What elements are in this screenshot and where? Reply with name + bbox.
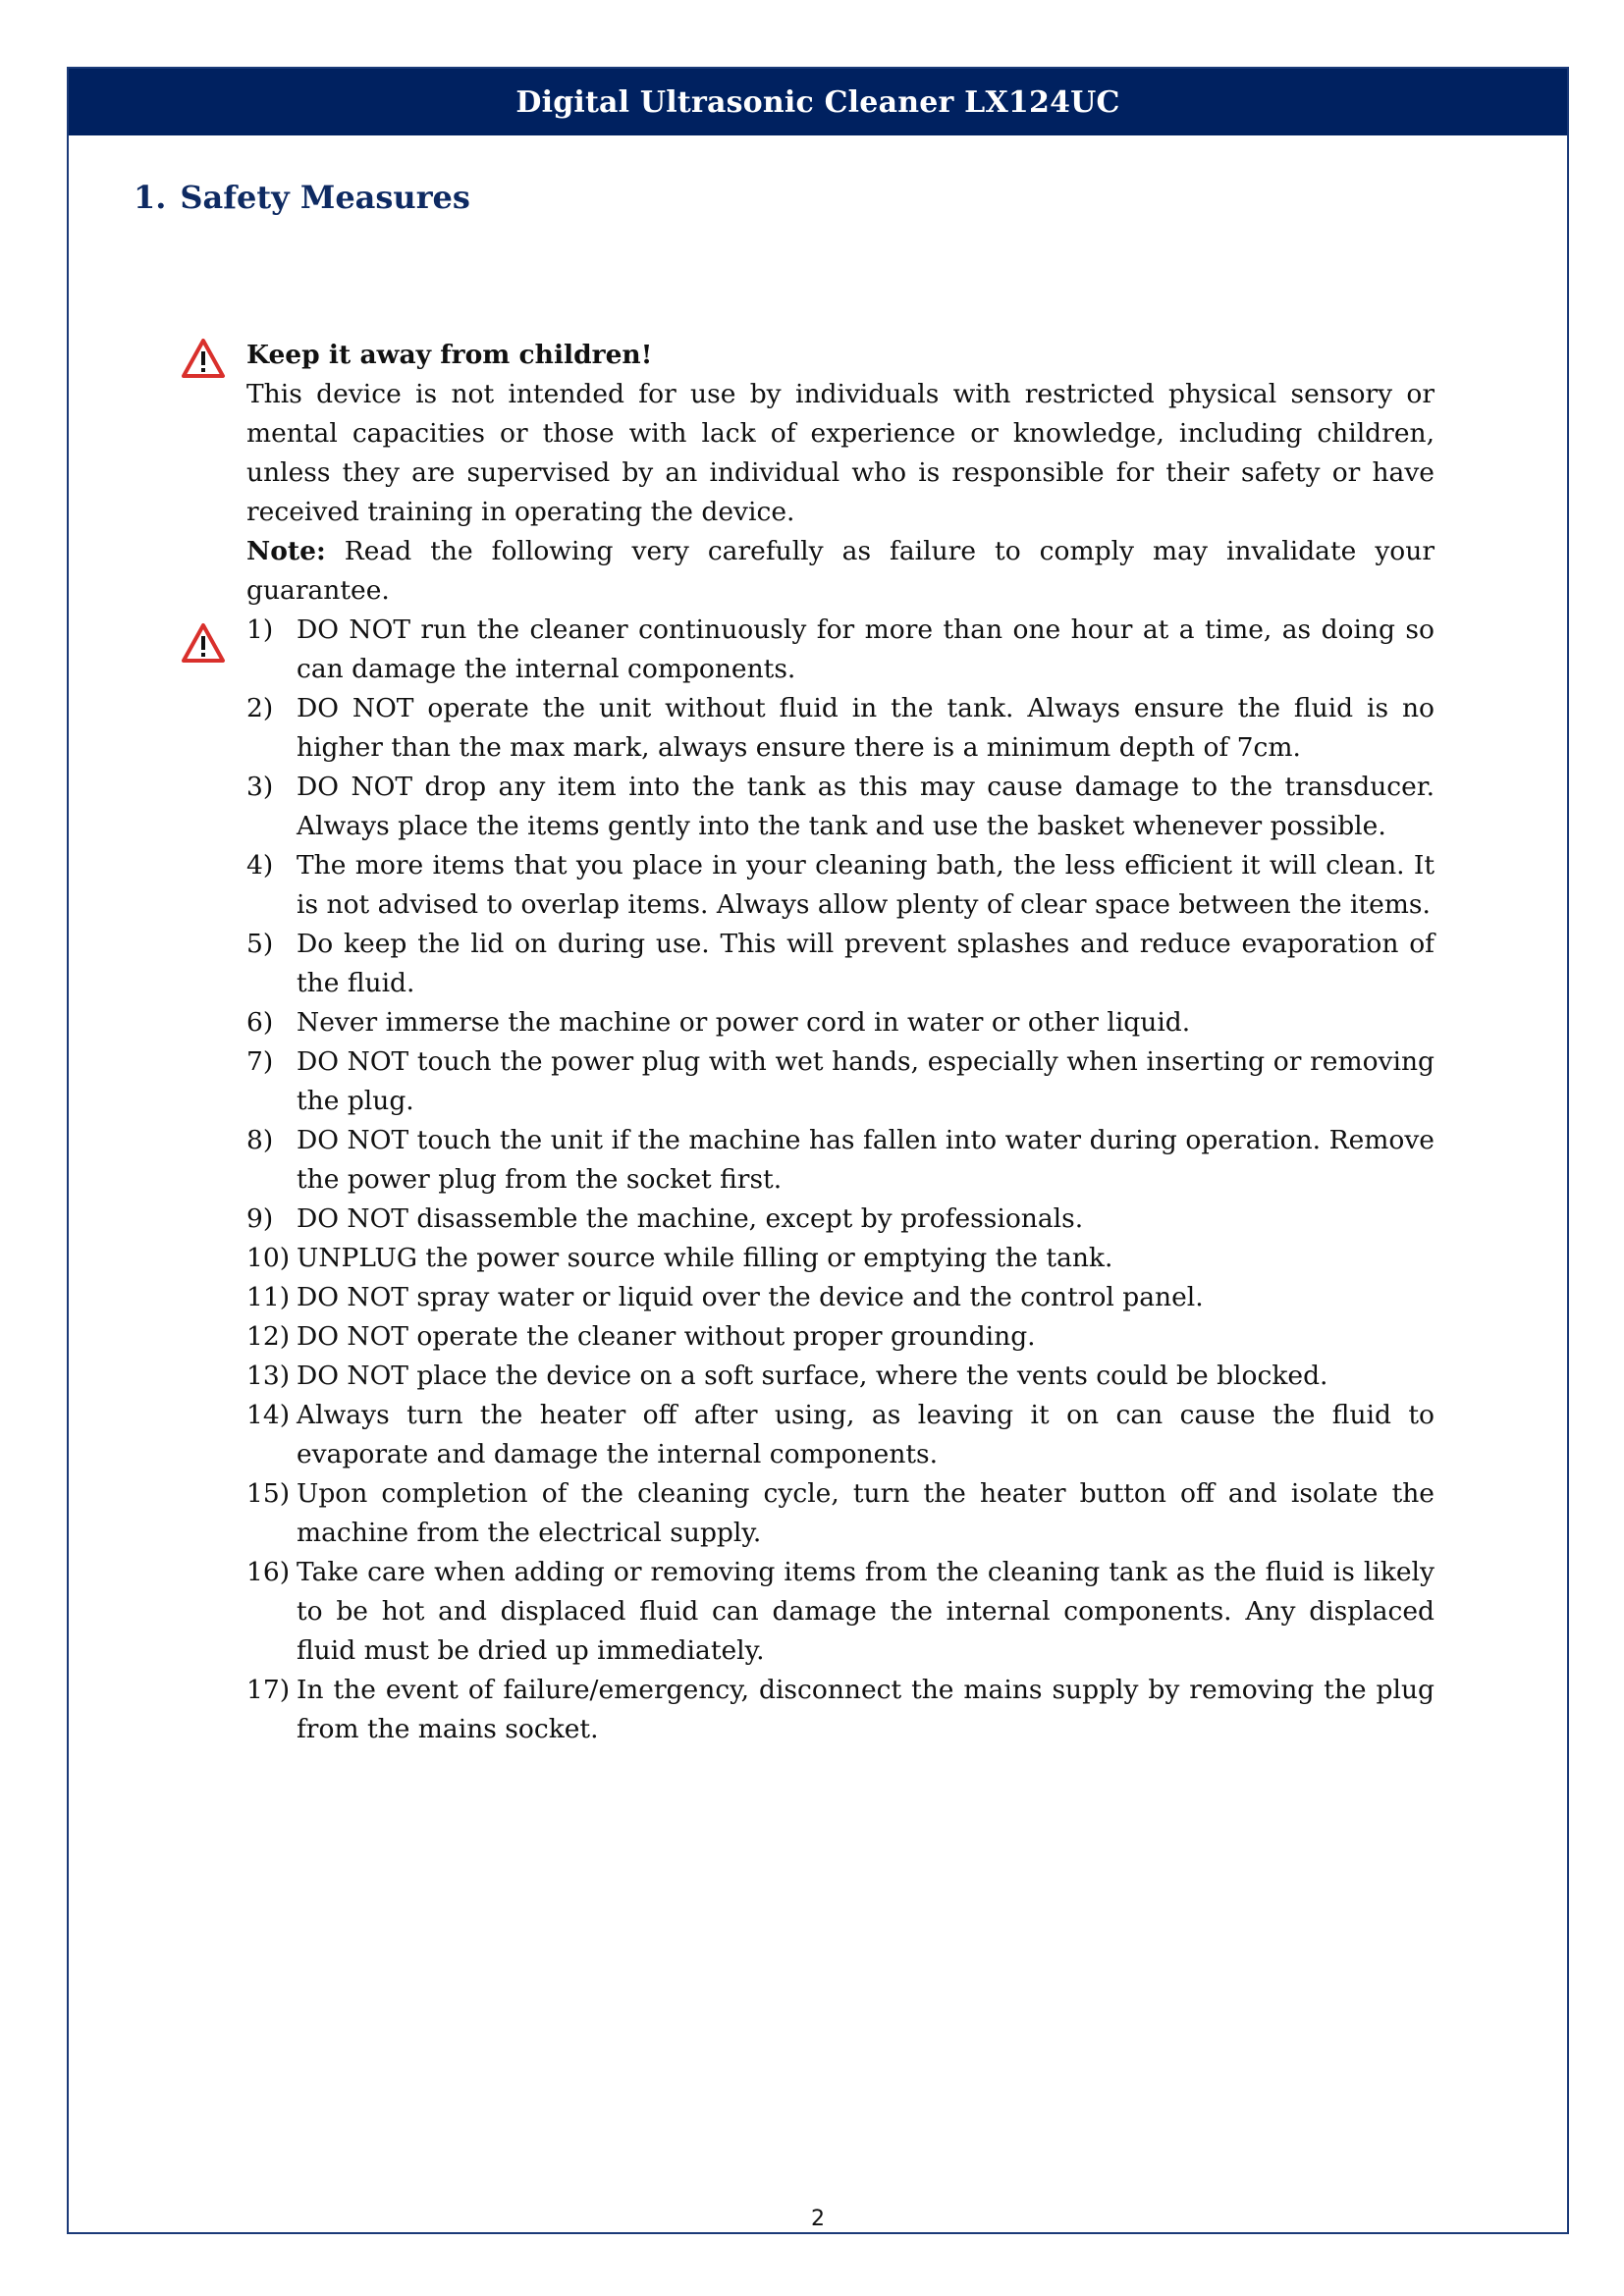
list-item-number: 5): [246, 929, 274, 959]
list-item-number: 3): [246, 772, 274, 802]
note-paragraph: [246, 532, 1435, 611]
list-item-text: Take care when adding or removing items from the cleaning tank as the fluid is likely to be hot and displaced fluid can damage the internal components. Any displaced fluid must be dried up immediately.: [297, 1557, 1435, 1666]
list-item: [246, 1200, 1435, 1239]
list-item: [246, 768, 1435, 846]
list-item-number: 12): [246, 1321, 291, 1352]
list-item-number: 13): [246, 1361, 291, 1391]
list-item: [246, 611, 1435, 689]
list-item-text: DO NOT spray water or liquid over the device and the control panel.: [297, 1282, 1204, 1312]
list-item: [246, 1357, 1435, 1396]
list-item-text: DO NOT operate the unit without fluid in the tank. Always ensure the fluid is no higher than the max mark, always ensure there is a minimum depth of 7cm.: [297, 693, 1435, 763]
list-item: [246, 689, 1435, 768]
list-item: [246, 1003, 1435, 1042]
list-item: [246, 925, 1435, 1003]
list-item-number: 1): [246, 614, 274, 645]
section-title: Safety Measures: [180, 179, 470, 216]
safety-list: [246, 611, 1435, 1749]
list-item-text: DO NOT touch the unit if the machine has fallen into water during operation. Remove the power plug from the socket first.: [297, 1125, 1435, 1195]
list-item-text: Do keep the lid on during use. This will prevent splashes and reduce evaporation of the fluid.: [297, 929, 1435, 998]
document-title: Digital Ultrasonic Cleaner LX124UC: [515, 84, 1120, 120]
list-item-text: In the event of failure/emergency, disconnect the mains supply by removing the plug from the mains socket.: [297, 1675, 1435, 1744]
list-item-text: The more items that you place in your cleaning bath, the less efficient it will clean. It is not advised to overlap items. Always allow plenty of clear space between the items.: [297, 850, 1435, 920]
list-item-text: DO NOT operate the cleaner without proper grounding.: [297, 1321, 1036, 1352]
list-item-text: UNPLUG the power source while filling or emptying the tank.: [297, 1243, 1113, 1273]
list-item-text: Always turn the heater off after using, as leaving it on can cause the fluid to evaporate and damage the internal components.: [297, 1400, 1435, 1469]
page-number: 2: [811, 2207, 825, 2231]
list-item: [246, 846, 1435, 925]
section-number: 1.: [134, 179, 167, 216]
list-item: [246, 1396, 1435, 1474]
list-item-text: DO NOT place the device on a soft surface, where the vents could be blocked.: [297, 1361, 1328, 1391]
list-item-number: 6): [246, 1007, 274, 1038]
list-item-number: 4): [246, 850, 274, 881]
section-heading: [134, 179, 470, 216]
list-item-number: 17): [246, 1675, 291, 1705]
note-text: Read the following very carefully as failure to comply may invalidate your guarantee.: [246, 536, 1435, 606]
list-item-number: 2): [246, 693, 274, 723]
list-item-text: Never immerse the machine or power cord in water or other liquid.: [297, 1007, 1191, 1038]
list-item: [246, 1239, 1435, 1278]
list-item-number: 9): [246, 1203, 274, 1234]
safety-content: [246, 336, 1435, 1749]
list-item: [246, 1474, 1435, 1553]
list-item: [246, 1278, 1435, 1317]
list-item: [246, 1317, 1435, 1357]
list-item-text: DO NOT disassemble the machine, except by professionals.: [297, 1203, 1084, 1234]
list-item-number: 15): [246, 1478, 291, 1509]
list-item: [246, 1671, 1435, 1749]
list-item-text: DO NOT run the cleaner continuously for more than one hour at a time, as doing so can damage the internal components.: [297, 614, 1435, 684]
warning-triangle-icon: [181, 622, 226, 664]
list-item-number: 10): [246, 1243, 291, 1273]
list-item-text: DO NOT touch the power plug with wet hands, especially when inserting or removing the plug.: [297, 1046, 1435, 1116]
list-item: [246, 1121, 1435, 1200]
list-item: [246, 1042, 1435, 1121]
header-bar: [69, 69, 1567, 135]
list-item-number: 16): [246, 1557, 291, 1587]
list-item-number: 14): [246, 1400, 291, 1430]
list-item-number: 8): [246, 1125, 274, 1155]
list-item-text: DO NOT drop any item into the tank as this may cause damage to the transducer. Always place the items gently into the tank and use the basket whenever possible.: [297, 772, 1435, 841]
children-warning-heading: Keep it away from children!: [246, 340, 653, 370]
note-label: Note:: [246, 536, 326, 566]
warning-triangle-icon: [181, 338, 226, 379]
list-item-number: 11): [246, 1282, 291, 1312]
children-warning-body: This device is not intended for use by individuals with restricted physical sensory or mental capacities or those with lack of experience or knowledge, including children, unless they are supervised by an individual who is responsible for their safety or have received training in operating the device.: [246, 379, 1435, 527]
list-item-number: 7): [246, 1046, 274, 1077]
list-item-text: Upon completion of the cleaning cycle, turn the heater button off and isolate the machine from the electrical supply.: [297, 1478, 1435, 1548]
list-item: [246, 1553, 1435, 1671]
